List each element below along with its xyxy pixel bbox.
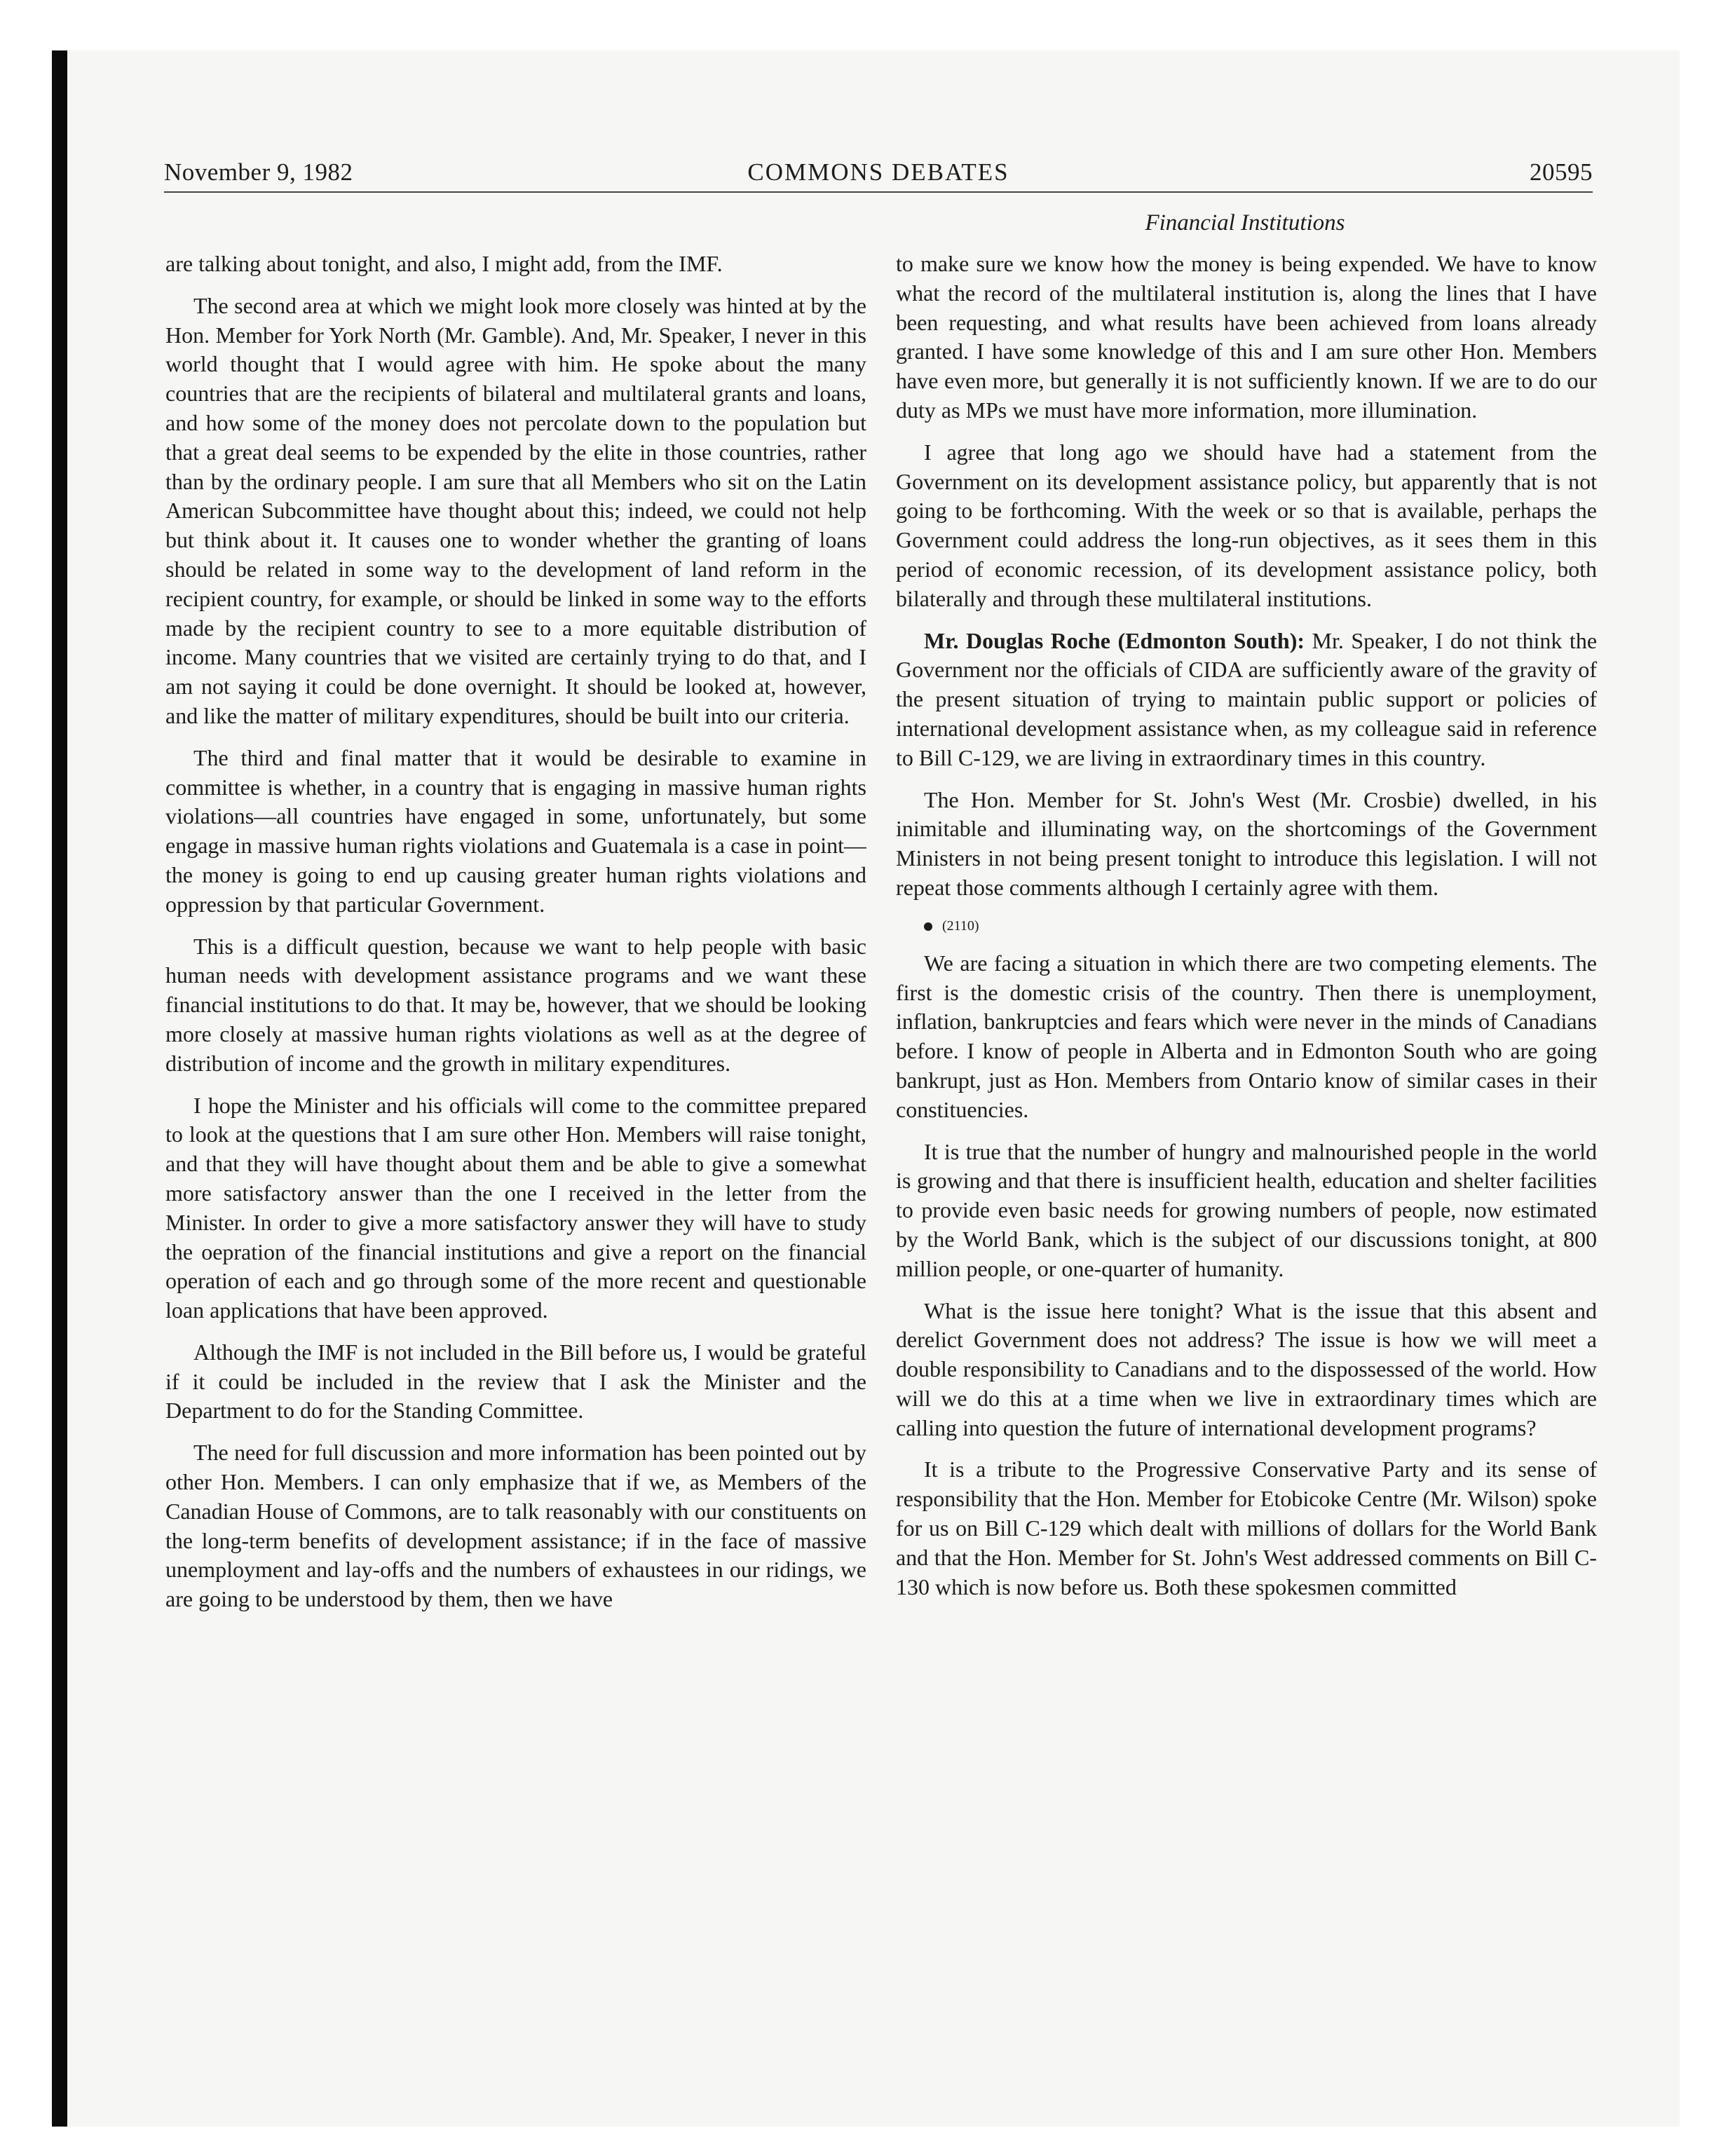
header-publication-title: COMMONS DEBATES <box>747 158 1009 186</box>
right-column <box>896 250 1597 2044</box>
paragraph: We are facing a situation in which there are two competing elements. The first is the domestic crisis of the country. Then there is unemployment, inflation, bankruptcies and fears which were never in the minds of Canadians before. I know of people in Alberta and in Edmonton South who are going bankrupt, just as Hon. Members from Ontario know of similar cases in their constituencies. <box>896 950 1597 1122</box>
paragraph: Although the IMF is not included in the Bill before us, I would be grateful if it could be included in the review that I ask the Minister and the Department to do for the Standing Committee. <box>165 1339 866 1424</box>
paragraph: The Hon. Member for St. John's West (Mr. Crosbie) dwelled, in his inimitable and illuminating way, on the shortcomings of the Government Ministers in not being present tonight to introduce this legislation. I will not repeat those comments although I certainly agree with them. <box>896 786 1597 900</box>
paragraph: are talking about tonight, and also, I might add, from the IMF. <box>165 251 723 276</box>
paragraph: What is the issue here tonight? What is the issue that this absent and derelict Government does not address? The issue is how we will meet a double responsibility to Canadians and to the dispossessed of the world. How will we do this at a time when we live in extraordinary times which are calling into question the future of international development programs? <box>896 1297 1597 1440</box>
paragraph: I hope the Minister and his officials will come to the committee prepared to look at the questions that I am sure other Hon. Members will raise tonight, and that they will have thought about them and be able to give a somewhat more satisfactory answer than the one I received in the letter from the Minister. In order to give a more satisfactory answer they will have to study the oepration of the financial institutions and give a report on the financial operation of each and go through some of the more recent and questionable loan applications that have been approved. <box>165 1092 866 1323</box>
paragraph: It is a tribute to the Progressive Conservative Party and its sense of responsibility that the Hon. Member for Etobicoke Centre (Mr. Wilson) spoke for us on Bill C-129 which dealt with millions of dollars for the World Bank and that the Hon. Member for St. John's West addressed comments on Bill C-130 which is now before us. Both these spokesmen committed <box>896 1456 1597 1599</box>
time-marker-label: (2110) <box>942 917 979 934</box>
header-date: November 9, 1982 <box>164 158 353 186</box>
paragraph: It is true that the number of hungry and malnourished people in the world is growing and that there is insufficient health, education and shelter facilities to provide even basic needs for growing numbers of people, now estimated by the World Bank, which is the subject of our discussions tonight, at 800 million people, or one-quarter of humanity. <box>896 1138 1597 1281</box>
paragraph: The third and final matter that it would be desirable to examine in committee is whether, in a country that is engaging in massive human rights violations—all countries have engaged in some, unfortunately, but some engage in massive human rights violations and Guatemala is a case in point—the money is going to end up causing greater human rights violations and oppression by that particular Government. <box>165 744 866 917</box>
speech-paragraph <box>896 627 1597 773</box>
paragraph: I agree that long ago we should have had a statement from the Government on its development assistance policy, but apparently that is not going to be forthcoming. With the week or so that is available, perhaps the Government could address the long-run objectives, as it sees them in this period of economic recession, of its development assistance policy, both bilaterally and through these multilateral institutions. <box>896 439 1597 611</box>
section-title: Financial Institutions <box>1145 210 1345 236</box>
header-rule <box>164 191 1593 193</box>
speaker-name: Mr. Douglas Roche (Edmonton South): <box>924 627 1305 653</box>
time-marker <box>896 915 1597 936</box>
speech-text: Mr. Speaker, I do not think the Government nor the officials of CIDA are sufficiently aware of the gravity of the present situation of trying to maintain public support or policies of international development assistance when, as my colleague said in reference to Bill C-129, we are living in extraordinary times in this country. <box>896 627 1597 770</box>
scan-edge <box>52 50 67 2127</box>
paragraph: to make sure we know how the money is being expended. We have to know what the record of the multilateral institution is, along the lines that I have been requesting, and what results have been achieved from loans already granted. I have some knowledge of this and I am sure other Hon. Members have even more, but generally it is not sufficiently known. If we are to do our duty as MPs we must have more information, more illumination. <box>896 251 1597 423</box>
running-header <box>164 158 1593 196</box>
paragraph: This is a difficult question, because we want to help people with basic human needs with development assistance programs and we want these financial institutions to do that. It may be, however, that we should be looking more closely at massive human rights violations as well as at the degree of distribution of income and the growth in military expenditures. <box>165 933 866 1076</box>
left-column <box>165 250 866 2044</box>
header-page-number: 20595 <box>1530 158 1593 186</box>
bullet-icon <box>924 922 932 931</box>
paragraph: The second area at which we might look more closely was hinted at by the Hon. Member for York North (Mr. Gamble). And, Mr. Speaker, I never in this world thought that I would agree with him. He spoke about the many countries that are the recipients of bilateral and multilateral grants and loans, and how some of the money does not percolate down to the population but that a great deal seems to be expended by the elite in those countries, rather than by the ordinary people. I am sure that all Members who sit on the Latin American Subcommittee have thought about this; indeed, we could not help but think about it. It causes one to wonder whether the granting of loans should be related in some way to the development of land reform in the recipient country, for example, or should be linked in some way to the efforts made by the recipient country to see to a more equitable distribution of income. Many countries that we visited are certainly trying to do that, and I am not saying it could be done overnight. It should be looked at, however, and like the matter of military expenditures, should be built into our criteria. <box>165 292 866 728</box>
paragraph: The need for full discussion and more information has been pointed out by other Hon. Members. I can only emphasize that if we, as Members of the Canadian House of Commons, are to talk reasonably with our constituents on the long-term benefits of development assistance; if in the face of massive unemployment and lay-offs and the numbers of exhaustees in our ridings, we are going to be understood by them, then we have <box>165 1440 866 1612</box>
